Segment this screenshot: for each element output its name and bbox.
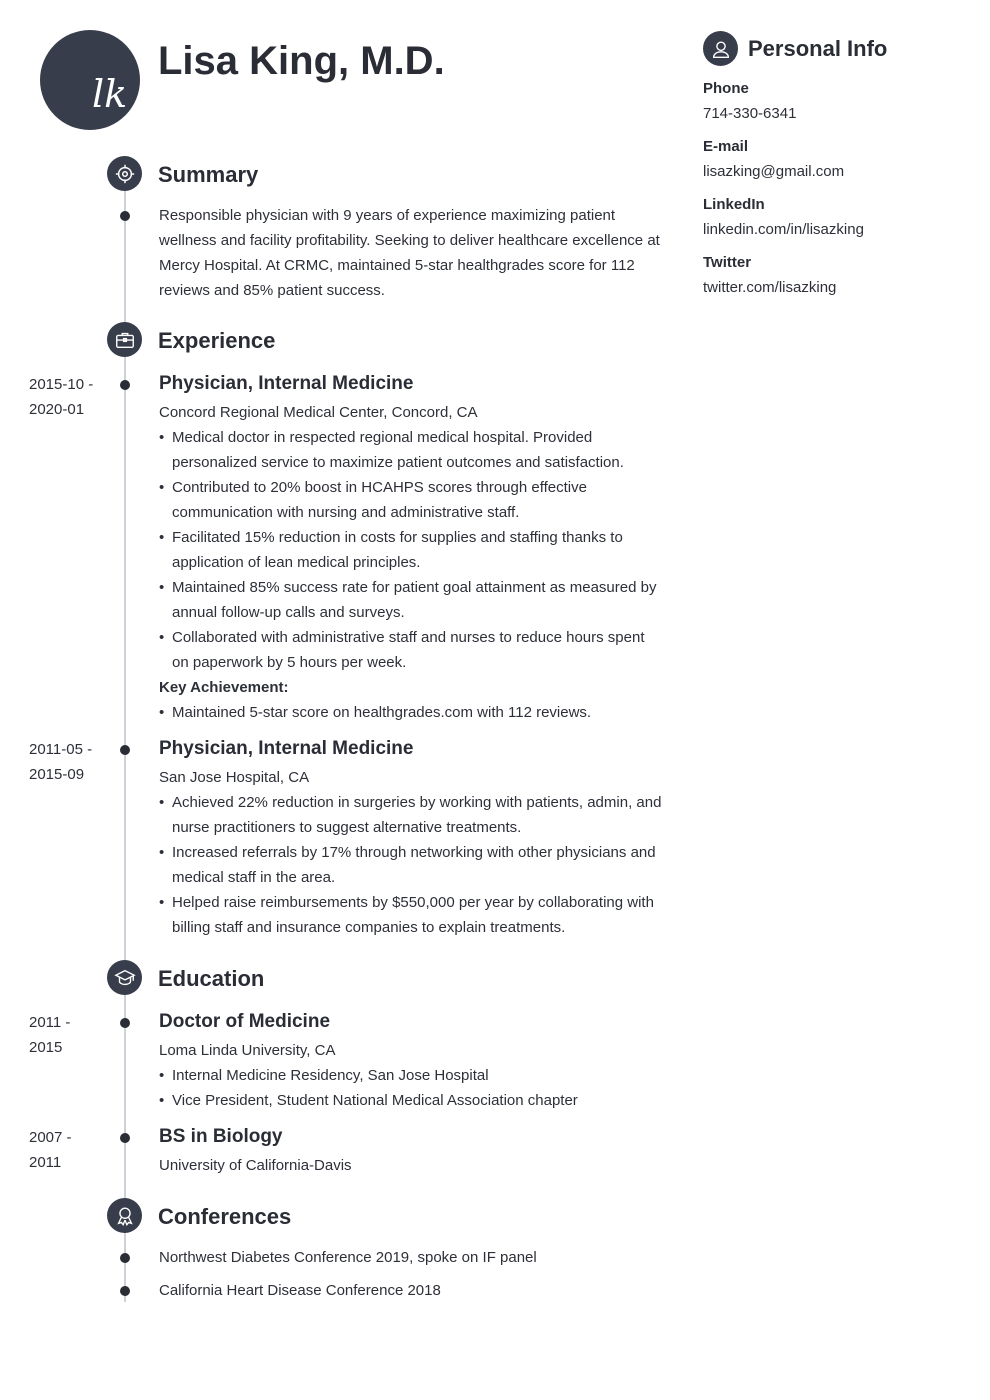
timeline-dot (120, 1018, 130, 1028)
timeline-dot (120, 1253, 130, 1263)
award-ribbon-icon (107, 1198, 142, 1233)
info-item-email (703, 137, 973, 195)
timeline-dot (120, 745, 130, 755)
section-title-personal-info: Personal Info (748, 36, 888, 61)
job-entry (159, 737, 664, 940)
job-org: Concord Regional Medical Center, Concord, CA (159, 404, 478, 421)
list-item: • Medical doctor in respected regional medical hospital. Provided personalized service to maximize patient outcomes and satisfaction. (159, 425, 664, 475)
list-item: • Facilitated 15% reduction in costs for supplies and staffing thanks to application of lean medical principles. (159, 525, 664, 575)
info-item-linkedin (703, 195, 973, 253)
date-end: 2015 (29, 1039, 63, 1056)
date-end: 2020-01 (29, 401, 85, 418)
date-end: 2011 (29, 1154, 62, 1171)
list-item: • Vice President, Student National Medical Association chapter (159, 1088, 664, 1113)
email-value: lisazking@gmail.com (703, 163, 845, 180)
date-start: 2015-10 - (29, 376, 94, 393)
info-item-twitter (703, 253, 973, 311)
monogram-initials: lk (92, 72, 128, 116)
education-entry (159, 1125, 664, 1178)
list-item: • Increased referrals by 17% through networking with other physicians and medical staff in the area. (159, 840, 664, 890)
education-entry (159, 1010, 664, 1113)
date-start: 2007 - (29, 1129, 72, 1146)
twitter-value: twitter.com/lisazking (703, 279, 837, 296)
education-date (29, 1125, 109, 1175)
school-name: Loma Linda University, CA (159, 1042, 336, 1059)
graduation-cap-icon (107, 960, 142, 995)
summary-text: Responsible physician with 9 years of experience maximizing patient wellness and facility profitability. Seeking to deliver healthcare excellence at Mercy Hospital. At CRMC, maintained 5-star healthgrades score for 112 reviews and 85% patient success. (159, 207, 660, 299)
timeline-dot (120, 1133, 130, 1143)
list-item: • Maintained 5-star score on healthgrades.com with 112 reviews. (159, 700, 664, 725)
education-date (29, 1010, 109, 1060)
date-end: 2015-09 (29, 766, 85, 783)
info-label: E-mail (703, 138, 749, 155)
conference-item: Northwest Diabetes Conference 2019, spoke on IF panel (159, 1249, 537, 1266)
section-title-education: Education (158, 966, 265, 991)
conference-item: California Heart Disease Conference 2018 (159, 1282, 441, 1299)
section-title-conferences: Conferences (158, 1204, 292, 1229)
job-title: Physician, Internal Medicine (159, 738, 414, 759)
date-start: 2011 - (29, 1014, 71, 1031)
info-item-phone (703, 79, 973, 137)
monogram-avatar (40, 30, 140, 130)
list-item: • Helped raise reimbursements by $550,000 per year by collaborating with billing staff and insurance companies to explain treatments. (159, 890, 664, 940)
user-icon (703, 31, 738, 66)
job-title: Physician, Internal Medicine (159, 373, 414, 394)
list-item: • Collaborated with administrative staff and nurses to reduce hours spent on paperwork by 5 hours per week. (159, 625, 664, 675)
timeline-dot (120, 211, 130, 221)
list-item: • Maintained 85% success rate for patient goal attainment as measured by annual follow-up calls and surveys. (159, 575, 664, 625)
linkedin-value: linkedin.com/in/lisazking (703, 221, 864, 238)
degree-title: Doctor of Medicine (159, 1011, 331, 1032)
job-bullets (159, 425, 664, 675)
degree-title: BS in Biology (159, 1126, 283, 1147)
briefcase-icon (107, 322, 142, 357)
key-achievement-label: Key Achievement: (159, 679, 289, 696)
info-label: Phone (703, 80, 749, 97)
candidate-name: Lisa King, M.D. (158, 39, 445, 83)
job-date (29, 737, 109, 787)
key-achievement-bullets (159, 700, 664, 725)
timeline-dot (120, 1286, 130, 1296)
date-start: 2011-05 - (29, 741, 93, 758)
section-title-experience: Experience (158, 328, 276, 353)
job-org: San Jose Hospital, CA (159, 769, 310, 786)
info-label: LinkedIn (703, 196, 765, 213)
phone-value: 714-330-6341 (703, 105, 797, 122)
list-item: • Contributed to 20% boost in HCAHPS scores through effective communication with nursing and administrative staff. (159, 475, 664, 525)
job-entry (159, 372, 664, 725)
education-bullets (159, 1063, 664, 1113)
job-bullets (159, 790, 664, 940)
timeline-dot (120, 380, 130, 390)
job-date (29, 372, 109, 422)
section-title-summary: Summary (158, 162, 259, 187)
list-item: • Achieved 22% reduction in surgeries by working with patients, admin, and nurse practitioners to suggest alternative treatments. (159, 790, 664, 840)
target-icon (107, 156, 142, 191)
personal-info-list (703, 79, 973, 311)
school-name: University of California-Davis (159, 1157, 352, 1174)
info-label: Twitter (703, 254, 752, 271)
list-item: • Internal Medicine Residency, San Jose Hospital (159, 1063, 664, 1088)
